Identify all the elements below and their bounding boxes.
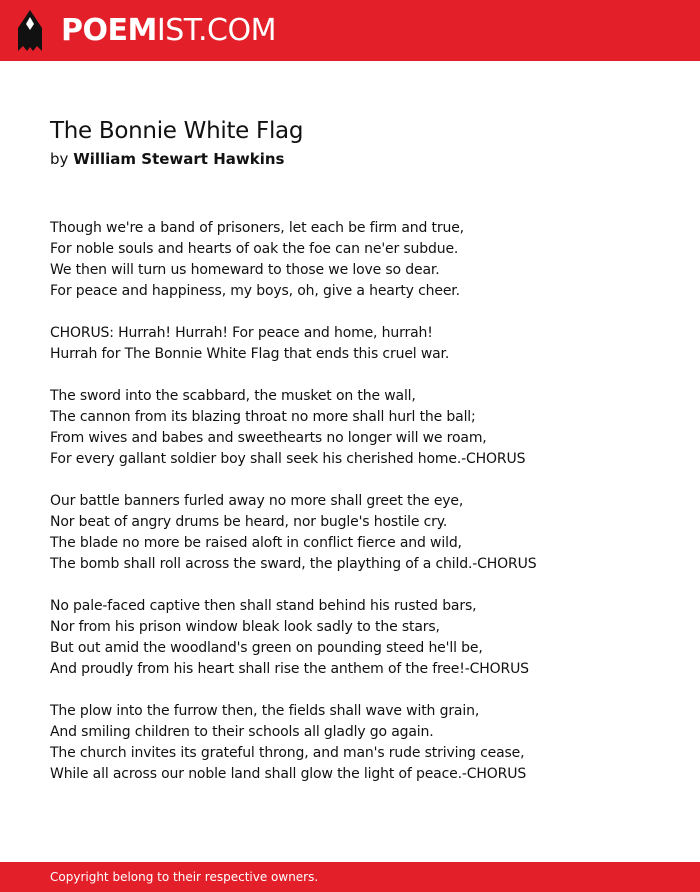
chorus-stanza <box>50 323 670 365</box>
poem-line: We then will turn us homeward to those we love so dear. <box>50 262 440 278</box>
logo-text-light: IST.COM <box>156 13 276 48</box>
stanza <box>50 491 670 575</box>
site-logo[interactable] <box>61 13 276 49</box>
poem-line: While all across our noble land shall glow the light of peace.-CHORUS <box>50 766 527 782</box>
poem-line: Nor from his prison window bleak look sadly to the stars, <box>50 619 440 635</box>
poem-line: The sword into the scabbard, the musket on the wall, <box>50 388 416 404</box>
poem-line: Nor beat of angry drums be heard, nor bugle's hostile cry. <box>50 514 448 530</box>
poem-line: Our battle banners furled away no more shall greet the eye, <box>50 493 464 509</box>
by-label: by <box>50 150 69 168</box>
poem-line: For peace and happiness, my boys, oh, give a hearty cheer. <box>50 283 460 299</box>
poem-line: The church invites its grateful throng, and man's rude striving cease, <box>50 745 525 761</box>
poem-line: For noble souls and hearts of oak the foe can ne'er subdue. <box>50 241 459 257</box>
poem-line: The plow into the furrow then, the fields shall wave with grain, <box>50 703 480 719</box>
poem-line: And smiling children to their schools all gladly go again. <box>50 724 434 740</box>
stanza <box>50 596 670 680</box>
poem-author: William Stewart Hawkins <box>73 150 285 168</box>
poem-line: No pale-faced captive then shall stand behind his rusted bars, <box>50 598 477 614</box>
poem-line: The bomb shall roll across the sward, the plaything of a child.-CHORUS <box>50 556 537 572</box>
poem-line: For every gallant soldier boy shall seek his cherished home.-CHORUS <box>50 451 526 467</box>
poem-title: The Bonnie White Flag <box>50 118 304 144</box>
poem-line: The blade no more be raised aloft in conflict fierce and wild, <box>50 535 462 551</box>
stanza <box>50 701 670 785</box>
site-header <box>0 0 700 61</box>
poem-line: From wives and babes and sweethearts no longer will we roam, <box>50 430 487 446</box>
stanza <box>50 218 670 302</box>
poem-line: Though we're a band of prisoners, let each be firm and true, <box>50 220 464 236</box>
poem-line: And proudly from his heart shall rise the anthem of the free!-CHORUS <box>50 661 529 677</box>
poem-line: Hurrah for The Bonnie White Flag that ends this cruel war. <box>50 346 450 362</box>
copyright-notice: Copyright belong to their respective owners. <box>50 870 319 884</box>
logo-text-bold: POEM <box>61 13 157 48</box>
poem-body <box>50 218 670 806</box>
poem-line: The cannon from its blazing throat no more shall hurl the ball; <box>50 409 476 425</box>
poem-byline <box>50 148 284 170</box>
poem-line: But out amid the woodland's green on pounding steed he'll be, <box>50 640 483 656</box>
stanza <box>50 386 670 470</box>
poem-line: CHORUS: Hurrah! Hurrah! For peace and home, hurrah! <box>50 325 433 341</box>
site-footer <box>0 862 700 892</box>
pencil-tip-icon[interactable] <box>18 10 42 51</box>
